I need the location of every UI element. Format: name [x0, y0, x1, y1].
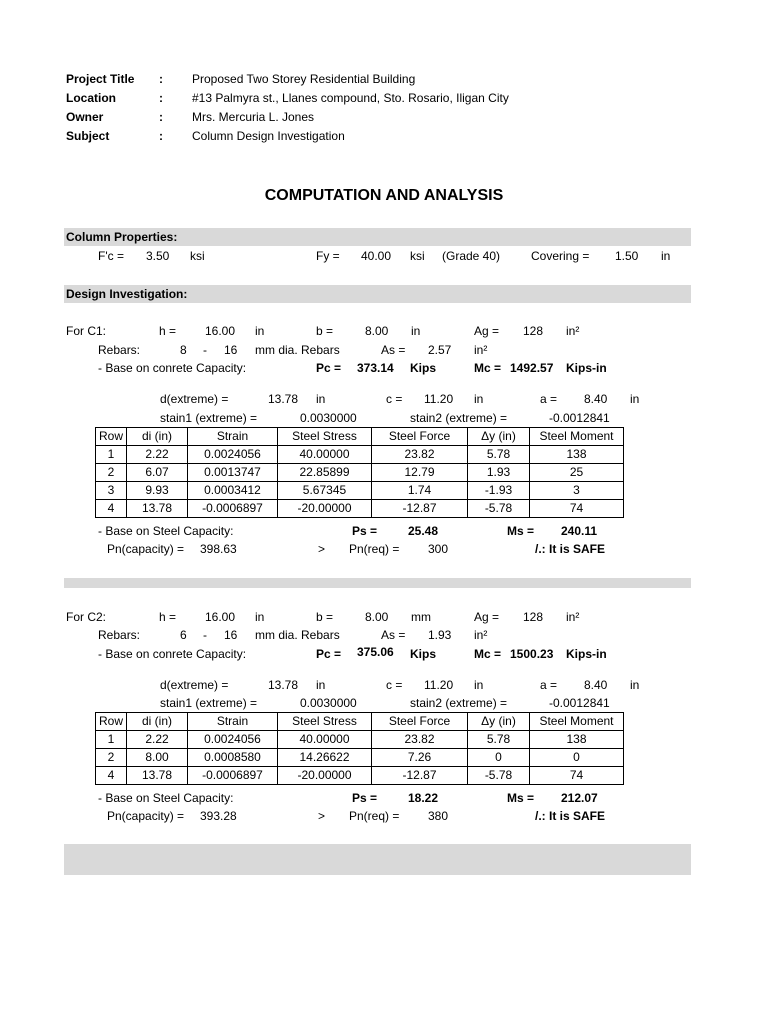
table-cell: 2.22 [127, 731, 188, 749]
greater-than-sign: > [318, 809, 326, 823]
table-cell: 4 [96, 767, 127, 785]
ms-label: Ms = [507, 791, 535, 805]
column-header: Row [96, 428, 127, 446]
column-header: Strain [188, 428, 278, 446]
concrete-capacity-label: - Base on conrete Capacity: [98, 647, 247, 661]
greater-than-sign: > [318, 542, 326, 556]
header-sep: : [159, 129, 163, 143]
table-cell: 138 [530, 446, 624, 464]
h-label: h = [159, 610, 177, 624]
table-cell: 5.67345 [278, 482, 372, 500]
project-title-value: Proposed Two Storey Residential Building [192, 72, 416, 86]
table-cell: -0.0006897 [188, 500, 278, 518]
table-cell: 5.78 [468, 446, 530, 464]
column-name: For C2: [66, 610, 107, 624]
rebars-label: Rebars: [98, 343, 141, 357]
strain2-value: -0.0012841 [549, 411, 610, 425]
table-cell: 7.26 [372, 749, 468, 767]
table-cell: 0.0003412 [188, 482, 278, 500]
table-cell: 25 [530, 464, 624, 482]
table-cell: 0.0008580 [188, 749, 278, 767]
c-label: c = [386, 392, 403, 406]
table-cell: 14.26622 [278, 749, 372, 767]
table-cell: 8.00 [127, 749, 188, 767]
pn-required-value: 300 [428, 542, 449, 556]
fy-label: Fy = [316, 249, 340, 263]
d-extreme-value: 13.78 [268, 392, 299, 406]
fc-value: 3.50 [146, 249, 170, 263]
pn-capacity-value: 398.63 [200, 542, 237, 556]
strain2-value: -0.0012841 [549, 696, 610, 710]
table-cell: 40.00000 [278, 731, 372, 749]
as-value: 2.57 [428, 343, 452, 357]
strain1-value: 0.0030000 [300, 696, 357, 710]
column-properties-heading: Column Properties: [66, 230, 178, 244]
strain2-label: stain2 (extreme) = [410, 411, 508, 425]
b-value: 8.00 [365, 324, 389, 338]
a-label: a = [540, 678, 558, 692]
table-cell: 40.00000 [278, 446, 372, 464]
b-label: b = [316, 610, 334, 624]
ag-label: Ag = [474, 610, 500, 624]
mc-label: Mc = [474, 647, 502, 661]
c-unit: in [474, 392, 484, 406]
ag-unit: in² [566, 324, 580, 338]
table-cell: -5.78 [468, 767, 530, 785]
steel-table [95, 427, 624, 518]
column-header: Row [96, 713, 127, 731]
table-cell: 4 [96, 500, 127, 518]
table-cell: 3 [96, 482, 127, 500]
safety-verdict: /.: It is SAFE [535, 809, 606, 823]
d-extreme-label: d(extreme) = [160, 392, 229, 406]
ms-value: 240.11 [561, 524, 598, 538]
steel-capacity-label: - Base on Steel Capacity: [98, 791, 234, 805]
a-value: 8.40 [584, 678, 608, 692]
rebars-label: Rebars: [98, 628, 141, 642]
a-unit: in [630, 392, 640, 406]
rebar-count: 8 [180, 343, 187, 357]
table-header-row [96, 428, 624, 446]
pn-capacity-label: Pn(capacity) = [107, 809, 185, 823]
h-label: h = [159, 324, 177, 338]
c-label: c = [386, 678, 403, 692]
table-header-row [96, 713, 624, 731]
column-header: Steel Force [372, 713, 468, 731]
table-cell: 0.0013747 [188, 464, 278, 482]
pc-value: 373.14 [357, 361, 394, 375]
page-title: COMPUTATION AND ANALYSIS [264, 187, 504, 204]
pn-capacity-value: 393.28 [200, 809, 237, 823]
header-label: Subject [66, 129, 110, 143]
table-cell: 1.93 [468, 464, 530, 482]
table-cell: 6.07 [127, 464, 188, 482]
grade-label: (Grade 40) [442, 249, 501, 263]
h-value: 16.00 [205, 610, 236, 624]
fc-label: F'c = [98, 249, 124, 263]
as-unit: in² [474, 628, 488, 642]
rebar-count: 6 [180, 628, 187, 642]
column-header: Steel Force [372, 428, 468, 446]
as-unit: in² [474, 343, 488, 357]
column-header: di (in) [127, 428, 188, 446]
h-unit: in [255, 324, 265, 338]
d-extreme-unit: in [316, 392, 326, 406]
table-cell: 1 [96, 446, 127, 464]
c-unit: in [474, 678, 484, 692]
column-header: Δy (in) [468, 428, 530, 446]
h-unit: in [255, 610, 265, 624]
mc-unit: Kips-in [566, 361, 607, 375]
covering-value: 1.50 [615, 249, 639, 263]
mc-label: Mc = [474, 361, 502, 375]
table-cell: -20.00000 [278, 500, 372, 518]
table-row [96, 446, 624, 464]
table-cell: 9.93 [127, 482, 188, 500]
rebar-diameter: 16 [224, 343, 238, 357]
table-cell: 1 [96, 731, 127, 749]
c-value: 11.20 [424, 392, 454, 406]
table-cell: 12.79 [372, 464, 468, 482]
table-cell: 13.78 [127, 500, 188, 518]
d-extreme-label: d(extreme) = [160, 678, 229, 692]
ps-value: 18.22 [408, 791, 439, 805]
table-cell: -12.87 [372, 767, 468, 785]
pn-required-label: Pn(req) = [349, 809, 400, 823]
table-cell: -12.87 [372, 500, 468, 518]
pn-capacity-label: Pn(capacity) = [107, 542, 185, 556]
owner-value: Mrs. Mercuria L. Jones [192, 110, 315, 124]
header-label: Location [66, 91, 116, 105]
table-row [96, 464, 624, 482]
column-header: Steel Moment [530, 428, 624, 446]
table-cell: 5.78 [468, 731, 530, 749]
table-cell: 0 [468, 749, 530, 767]
ms-value: 212.07 [561, 791, 598, 805]
table-row [96, 482, 624, 500]
column-header: Steel Stress [278, 713, 372, 731]
location-value: #13 Palmyra st., Llanes compound, Sto. Rosario, Iligan City [192, 91, 509, 105]
covering-unit: in [661, 249, 671, 263]
table-cell: 0 [530, 749, 624, 767]
b-unit: in [411, 324, 421, 338]
strain1-label: stain1 (extreme) = [160, 411, 258, 425]
ps-label: Ps = [352, 524, 378, 538]
header-sep: : [159, 72, 163, 86]
a-unit: in [630, 678, 640, 692]
rebar-description: mm dia. Rebars [255, 628, 340, 642]
b-value: 8.00 [365, 610, 389, 624]
table-cell: 1.74 [372, 482, 468, 500]
strain1-value: 0.0030000 [300, 411, 357, 425]
safety-verdict: /.: It is SAFE [535, 542, 606, 556]
rebar-dash: - [203, 343, 207, 357]
table-cell: 0.0024056 [188, 731, 278, 749]
mc-unit: Kips-in [566, 647, 607, 661]
table-cell: 74 [530, 767, 624, 785]
subject-value: Column Design Investigation [192, 129, 345, 143]
concrete-capacity-label: - Base on conrete Capacity: [98, 361, 247, 375]
column-name: For C1: [66, 324, 107, 338]
d-extreme-unit: in [316, 678, 326, 692]
column-header: Steel Moment [530, 713, 624, 731]
table-cell: 2 [96, 464, 127, 482]
pc-value: 375.06 [357, 645, 394, 659]
table-cell: -0.0006897 [188, 767, 278, 785]
table-row [96, 731, 624, 749]
column-header: Δy (in) [468, 713, 530, 731]
ms-label: Ms = [507, 524, 535, 538]
table-row [96, 767, 624, 785]
strain1-label: stain1 (extreme) = [160, 696, 258, 710]
table-cell: 2.22 [127, 446, 188, 464]
header-sep: : [159, 110, 163, 124]
ps-label: Ps = [352, 791, 378, 805]
column-header: di (in) [127, 713, 188, 731]
table-cell: -20.00000 [278, 767, 372, 785]
c-value: 11.20 [424, 678, 454, 692]
steel-table [95, 712, 624, 785]
footer-band [64, 844, 691, 875]
rebar-dash: - [203, 628, 207, 642]
table-cell: 2 [96, 749, 127, 767]
pc-unit: Kips [410, 361, 437, 375]
table-cell: 74 [530, 500, 624, 518]
pn-required-value: 380 [428, 809, 449, 823]
design-investigation-heading: Design Investigation: [66, 287, 188, 301]
table-cell: 13.78 [127, 767, 188, 785]
table-cell: 3 [530, 482, 624, 500]
as-label: As = [381, 628, 406, 642]
rebar-description: mm dia. Rebars [255, 343, 340, 357]
pn-required-label: Pn(req) = [349, 542, 400, 556]
ag-value: 128 [523, 610, 544, 624]
mc-value: 1492.57 [510, 361, 554, 375]
a-value: 8.40 [584, 392, 608, 406]
fc-unit: ksi [190, 249, 205, 263]
table-cell: -1.93 [468, 482, 530, 500]
fy-value: 40.00 [361, 249, 392, 263]
pc-unit: Kips [410, 647, 437, 661]
rebar-diameter: 16 [224, 628, 238, 642]
covering-label: Covering = [531, 249, 590, 263]
table-cell: 138 [530, 731, 624, 749]
ag-label: Ag = [474, 324, 500, 338]
column-header: Strain [188, 713, 278, 731]
table-cell: 23.82 [372, 446, 468, 464]
ps-value: 25.48 [408, 524, 439, 538]
table-cell: -5.78 [468, 500, 530, 518]
b-label: b = [316, 324, 334, 338]
pc-label: Pc = [316, 361, 342, 375]
steel-capacity-label: - Base on Steel Capacity: [98, 524, 234, 538]
ag-value: 128 [523, 324, 544, 338]
strain2-label: stain2 (extreme) = [410, 696, 508, 710]
table-row [96, 500, 624, 518]
header-label: Owner [66, 110, 104, 124]
section-divider [64, 578, 691, 588]
b-unit: mm [411, 610, 431, 624]
table-cell: 22.85899 [278, 464, 372, 482]
table-cell: 23.82 [372, 731, 468, 749]
a-label: a = [540, 392, 558, 406]
column-header: Steel Stress [278, 428, 372, 446]
table-row [96, 749, 624, 767]
ag-unit: in² [566, 610, 580, 624]
h-value: 16.00 [205, 324, 236, 338]
d-extreme-value: 13.78 [268, 678, 299, 692]
pc-label: Pc = [316, 647, 342, 661]
as-value: 1.93 [428, 628, 452, 642]
header-label: Project Title [66, 72, 135, 86]
mc-value: 1500.23 [510, 647, 554, 661]
as-label: As = [381, 343, 406, 357]
table-cell: 0.0024056 [188, 446, 278, 464]
fy-unit: ksi [410, 249, 425, 263]
header-sep: : [159, 91, 163, 105]
